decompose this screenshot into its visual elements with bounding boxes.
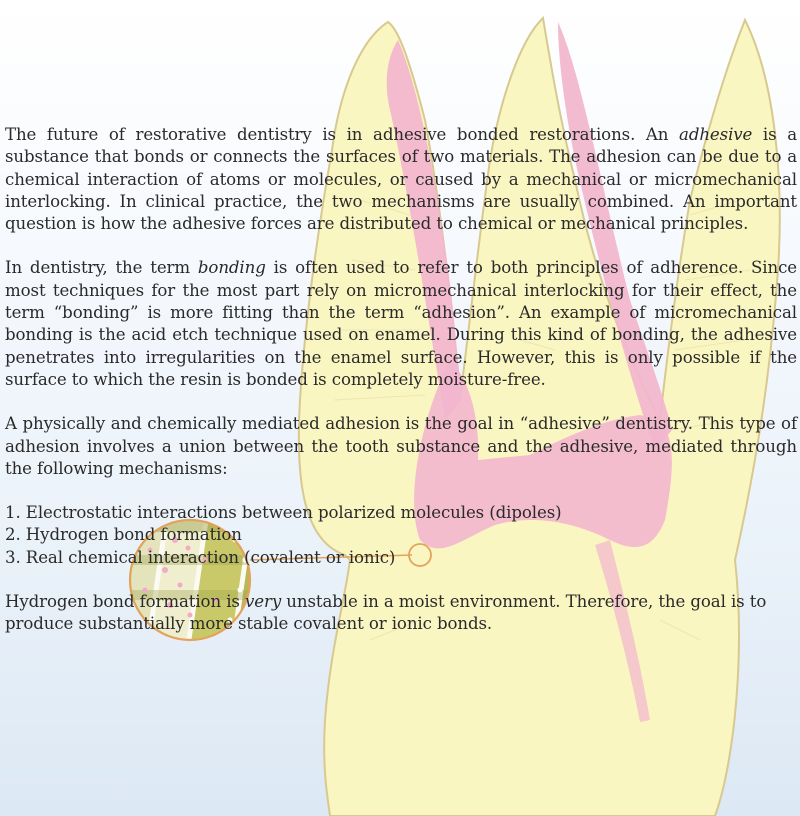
paragraph-hydrogen-bond: Hydrogen bond formation is very unstable in a moist environment. Therefore, the goal is to produce substantially more stable covalent or ionic bonds. (5, 592, 767, 634)
list-item: 3. Real chemical interaction (covalent or ionic) (5, 547, 396, 567)
term-very: very (245, 592, 282, 612)
paragraph-adhesive-definition: The future of restorative dentistry is in adhesive bonded restorations. An adhesive is a substance that bonds or connects the surfaces of two materials. The adhesion can be due to a chemical interaction of atoms or molecules, or caused by a mechanical or micromechanical interlocking. In clinical practice, the two mechanisms are usually combined. An important question is how the adhesive forces are distributed to chemical or mechanical principles. (5, 125, 798, 234)
mechanisms-list (5, 502, 797, 569)
list-item: 2. Hydrogen bond formation (5, 525, 242, 545)
term-bonding: bonding (197, 258, 266, 278)
body-text (5, 124, 797, 636)
list-item: 1. Electrostatic interactions between polarized molecules (dipoles) (5, 503, 562, 523)
term-adhesive: adhesive (679, 125, 753, 144)
paragraph-adhesion-goal: A physically and chemically mediated adhesion is the goal in “adhesive” dentistry. This type of adhesion involves a union between the tooth substance and the adhesive, mediated through the following mechanisms: (5, 414, 797, 478)
paragraph-bonding: In dentistry, the term bonding is often used to refer to both principles of adherence. Since most techniques for the most part rely on micromechanical interlocking for their effect, the term “bonding” is more fitting than the term “adhesion”. An example of micromechanical bonding is the acid etch technique used on enamel. During this kind of bonding, the adhesive penetrates into irregularities on the enamel surface. However, this is only possible if the surface to which the resin is bonded is completely moisture-free. (5, 258, 797, 389)
